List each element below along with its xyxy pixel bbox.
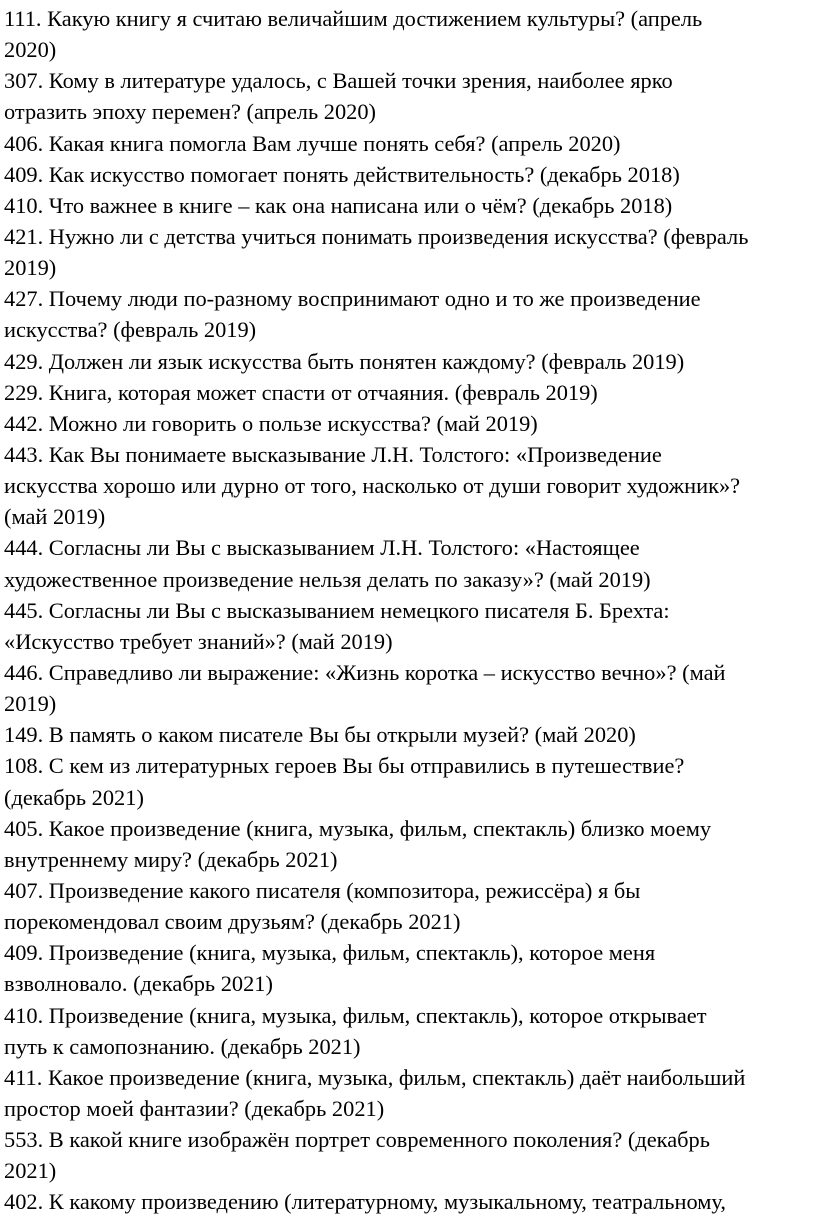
text-line: 108. С кем из литературных героев Вы бы отправились в путешествие? [4,753,685,779]
text-line: 421. Нужно ли с детства учиться понимать произведения искусства? (февраль [4,223,749,249]
text-line: 410. Что важнее в книге – как она написана или о чём? (декабрь 2018) [4,192,673,218]
text-line: 427. Почему люди по-разному воспринимают одно и то же произведение [4,286,701,312]
text-line: 402. К какому произведению (литературному, музыкальному, театральному, [4,1189,726,1215]
text-line: искусства хорошо или дурно от того, насколько от души говорит художник»? [4,473,741,499]
text-line: внутреннему миру? (декабрь 2021) [4,846,338,872]
text-line: 553. В какой книге изображён портрет современного поколения? (декабрь [4,1127,710,1153]
text-line: порекомендовал своим друзьям? (декабрь 2021) [4,909,461,935]
text-line: отразить эпоху перемен? (апрель 2020) [4,99,376,125]
text-line: 2020) [4,37,57,63]
text-line: 442. Можно ли говорить о пользе искусства? (май 2019) [4,410,538,436]
text-line: 2019) [4,691,57,717]
text-line: «Искусство требует знаний»? (май 2019) [4,628,393,654]
text-line: искусства? (февраль 2019) [4,317,257,343]
text-line: 410. Произведение (книга, музыка, фильм, спектакль), которое открывает [4,1002,707,1028]
text-line: 307. Кому в литературе удалось, с Вашей точки зрения, наиболее ярко [4,68,673,94]
text-line: (май 2019) [4,504,106,530]
text-line: 229. Книга, которая может спасти от отчаяния. (февраль 2019) [4,379,598,405]
text-line: 406. Какая книга помогла Вам лучше понять себя? (апрель 2020) [4,130,621,156]
text-line: 2019) [4,255,57,281]
text-line: 443. Как Вы понимаете высказывание Л.Н. Толстого: «Произведение [4,441,662,467]
text-line: художественное произведение нельзя делать по заказу»? (май 2019) [4,566,651,592]
text-line: 407. Произведение какого писателя (композитора, режиссёра) я бы [4,877,641,903]
text-line: 444. Согласны ли Вы с высказыванием Л.Н. Толстого: «Настоящее [4,535,640,561]
text-line: взволновало. (декабрь 2021) [4,971,273,997]
text-line: 446. Справедливо ли выражение: «Жизнь коротка – искусство вечно»? (май [4,659,726,685]
text-line: (декабрь 2021) [4,784,144,810]
text-line: 411. Какое произведение (книга, музыка, фильм, спектакль) даёт наибольший [4,1064,746,1090]
text-line: 409. Произведение (книга, музыка, фильм, спектакль), которое меня [4,940,656,966]
text-line: 149. В память о каком писателе Вы бы открыли музей? (май 2020) [4,722,636,748]
text-line: 2021) [4,1158,57,1184]
text-line: 111. Какую книгу я считаю величайшим достижением культуры? (апрель [4,6,703,31]
text-line: 405. Какое произведение (книга, музыка, фильм, спектакль) близко моему [4,815,712,841]
text-line: простор моей фантазии? (декабрь 2021) [4,1095,385,1121]
text-line: путь к самопознанию. (декабрь 2021) [4,1033,361,1059]
essay-topics-list [4,3,816,1217]
text-line: 429. Должен ли язык искусства быть понятен каждому? (февраль 2019) [4,348,685,374]
text-line: 409. Как искусство помогает понять действительность? (декабрь 2018) [4,161,680,187]
text-line: 445. Согласны ли Вы с высказыванием немецкого писателя Б. Брехта: [4,597,670,623]
